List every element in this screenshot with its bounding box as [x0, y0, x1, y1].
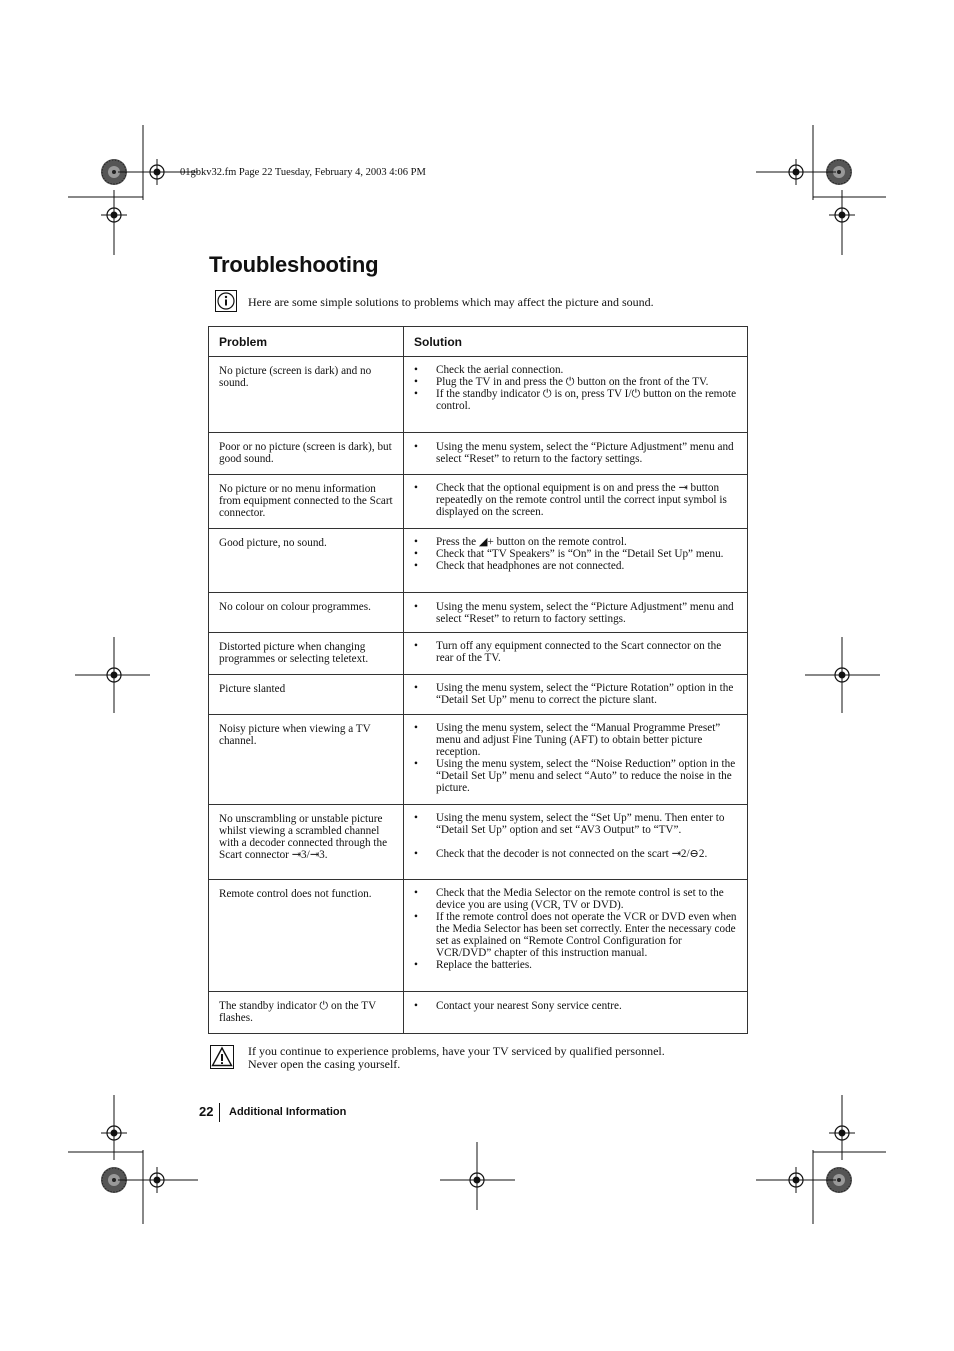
- warning-icon: [210, 1045, 234, 1069]
- page-number: 22: [199, 1104, 214, 1119]
- solution-item: • Using the menu system, select the “Picture Rotation” option in the “Detail Set Up” menu to correct the picture slant.: [413, 682, 737, 706]
- solution-item: • Using the menu system, select the “Manual Programme Preset” menu and adjust Fine Tuning (AFT) to obtain better picture reception.: [413, 722, 737, 758]
- solution-item: • Press the ◢+ button on the remote control.: [413, 536, 737, 548]
- problem-cell: [209, 715, 404, 805]
- table-row: [209, 805, 748, 880]
- solution-cell: [404, 880, 748, 992]
- solution-item: • Contact your nearest Sony service centre.: [413, 1000, 737, 1012]
- table-row: [209, 475, 748, 529]
- solution-cell: [404, 357, 748, 433]
- table-row: [209, 633, 748, 675]
- solution-item: • Check that the optional equipment is on and press the ⇥ button repeatedly on the remote control until the correct input symbol is displayed on the screen.: [413, 482, 737, 518]
- table-row: [209, 433, 748, 475]
- table-row: [209, 593, 748, 633]
- footer-divider: [219, 1103, 220, 1122]
- page-title: Troubleshooting: [209, 252, 379, 277]
- solution-cell: [404, 715, 748, 805]
- solution-item: • Check that headphones are not connected.: [413, 560, 737, 572]
- table-row: [209, 880, 748, 992]
- column-header-problem: Problem: [209, 327, 404, 357]
- problem-text: Noisy picture when viewing a TV channel.: [219, 723, 371, 747]
- solution-item: • Check that “TV Speakers” is “On” in the “Detail Set Up” menu.: [413, 548, 737, 560]
- solution-cell: [404, 675, 748, 715]
- problem-text: No colour on colour programmes.: [219, 601, 371, 613]
- problem-cell: [209, 805, 404, 880]
- problem-cell: [209, 357, 404, 433]
- problem-text: No picture (screen is dark) and no sound.: [219, 365, 372, 389]
- table-row: [209, 675, 748, 715]
- solution-item: • Plug the TV in and press the ⏻ button on the front of the TV.: [413, 376, 737, 388]
- solution-cell: [404, 593, 748, 633]
- problem-cell: [209, 675, 404, 715]
- solution-cell: [404, 475, 748, 529]
- solution-item: • If the remote control does not operate the VCR or DVD even when the Media Selector has been set correctly. Enter the necessary code set as explained on “Remote Control Configuration for VCR/DVD” chapter of this instruction manual.: [413, 911, 737, 959]
- info-icon: [215, 290, 237, 312]
- problem-text: No picture or no menu information from equipment connected to the Scart connector.: [219, 483, 393, 519]
- problem-cell: [209, 992, 404, 1034]
- problem-cell: [209, 880, 404, 992]
- solution-cell: [404, 633, 748, 675]
- solution-cell: [404, 992, 748, 1034]
- solution-item: • Check that the decoder is not connected on the scart ⇥2/⊖2.: [413, 848, 737, 860]
- problem-text: Good picture, no sound.: [219, 537, 327, 549]
- solution-item: • Turn off any equipment connected to the Scart connector on the rear of the TV.: [413, 640, 737, 664]
- table-header-row: [209, 327, 748, 357]
- solution-cell: [404, 433, 748, 475]
- table-row: [209, 715, 748, 805]
- problem-cell: [209, 633, 404, 675]
- problem-text: No unscrambling or unstable picture whilst viewing a scrambled channel with a decoder connected through the Scart connector ⇥3/⇥3.: [219, 813, 388, 861]
- problem-text: Picture slanted: [219, 683, 286, 695]
- warning-line-2: Never open the casing yourself.: [248, 1057, 401, 1071]
- troubleshooting-table: [208, 326, 748, 1034]
- table-row: [209, 357, 748, 433]
- section-name: Additional Information: [229, 1106, 347, 1118]
- problem-cell: [209, 475, 404, 529]
- solution-item: • Using the menu system, select the “Set Up” menu. Then enter to “Detail Set Up” option and set “AV3 Output” to “TV”.: [413, 812, 737, 836]
- solution-cell: [404, 529, 748, 593]
- problem-text: The standby indicator ⏻ on the TV flashes.: [219, 1000, 376, 1024]
- solution-item: • If the standby indicator ⏻ is on, press TV I/⏻ button on the remote control.: [413, 388, 737, 412]
- column-header-solution: Solution: [404, 327, 748, 357]
- problem-cell: [209, 529, 404, 593]
- solution-item: • Replace the batteries.: [413, 959, 737, 971]
- problem-text: Remote control does not function.: [219, 888, 372, 900]
- table-row: [209, 529, 748, 593]
- problem-text: Poor or no picture (screen is dark), but good sound.: [219, 441, 392, 465]
- solution-cell: [404, 805, 748, 880]
- intro-text: Here are some simple solutions to problems which may affect the picture and sound.: [248, 295, 654, 309]
- file-info-header: 01gbkv32.fm Page 22 Tuesday, February 4, 2003 4:06 PM: [180, 167, 426, 178]
- problem-cell: [209, 433, 404, 475]
- table-row: [209, 992, 748, 1034]
- problem-cell: [209, 593, 404, 633]
- solution-item: • Using the menu system, select the “Picture Adjustment” menu and select “Reset” to return to the factory settings.: [413, 441, 737, 465]
- solution-item: • Using the menu system, select the “Noise Reduction” option in the “Detail Set Up” menu and select “Auto” to reduce the noise in the picture.: [413, 758, 737, 794]
- problem-text: Distorted picture when changing programmes or selecting teletext.: [219, 641, 369, 665]
- solution-item: • Using the menu system, select the “Picture Adjustment” menu and select “Reset” to return to factory settings.: [413, 601, 737, 625]
- warning-line-1: If you continue to experience problems, have your TV serviced by qualified personnel.: [248, 1044, 665, 1058]
- solution-item: • Check that the Media Selector on the remote control is set to the device you are using (VCR, TV or DVD).: [413, 887, 737, 911]
- warning-text: [248, 1045, 665, 1071]
- solution-item: • Check the aerial connection.: [413, 364, 737, 376]
